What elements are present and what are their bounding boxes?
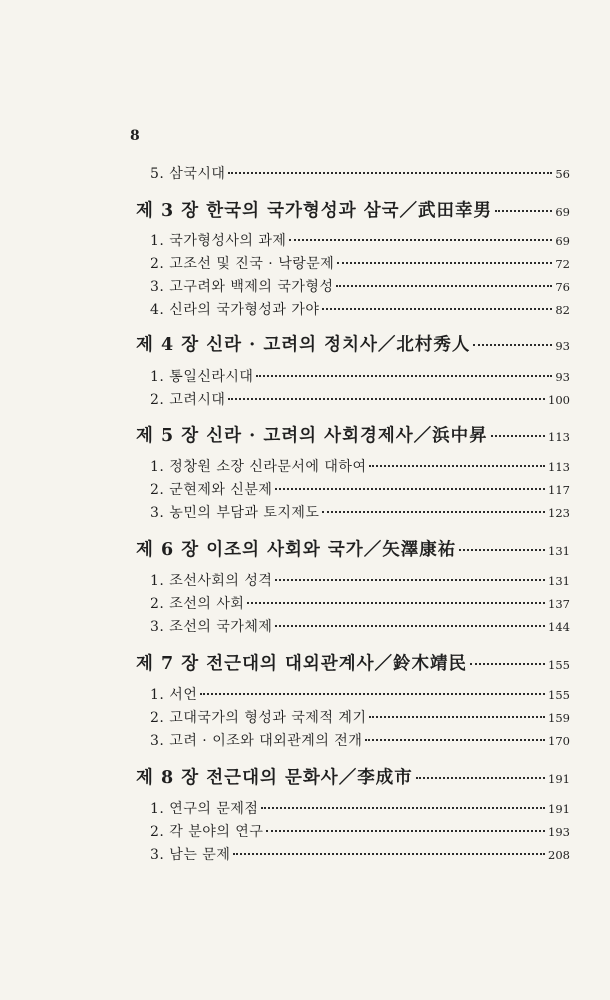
toc-entry-title: 1. 통일신라시대 (150, 369, 254, 385)
dot-leader (459, 549, 545, 551)
toc-entry-page: 82 (555, 303, 570, 317)
dot-leader (473, 344, 552, 346)
toc-chapter-entry (136, 197, 570, 222)
dot-leader (470, 663, 545, 665)
toc-section-entry (150, 163, 570, 183)
dot-leader (275, 488, 545, 490)
dot-leader (289, 239, 552, 241)
toc-entry-page: 144 (548, 620, 570, 634)
toc-entry-page: 76 (555, 280, 570, 294)
toc-section-entry (150, 684, 570, 704)
toc-entry-title: 3. 조선의 국가체제 (150, 619, 273, 635)
dot-leader (369, 465, 545, 467)
dot-leader (416, 777, 545, 779)
toc-entry-page: 93 (555, 339, 570, 353)
toc-chapter-entry (136, 422, 570, 447)
toc-section-entry (150, 707, 570, 727)
toc-section-entry (150, 502, 570, 522)
toc-entry-title: 3. 남는 문제 (150, 847, 231, 863)
toc-entry-page: 113 (548, 430, 570, 444)
toc-entry-page: 93 (555, 370, 570, 384)
toc-section-entry (150, 299, 570, 319)
dot-leader (275, 625, 545, 627)
toc-entry-page: 117 (548, 483, 570, 497)
toc-section-entry (150, 276, 570, 296)
toc-entry-title: 2. 고대국가의 형성과 국제적 계기 (150, 710, 367, 726)
toc-entry-title: 제 6 장 이조의 사회와 국가／矢澤康祐 (136, 540, 457, 560)
toc-section-entry (150, 253, 570, 273)
toc-chapter-entry (136, 331, 570, 356)
dot-leader (200, 693, 545, 695)
dot-leader (275, 579, 545, 581)
toc-entry-page: 193 (548, 825, 570, 839)
toc-entry-page: 155 (548, 658, 570, 672)
toc-chapter-entry (136, 764, 570, 789)
toc-entry-title: 제 7 장 전근대의 대외관계사／鈴木靖民 (136, 654, 468, 674)
dot-leader (337, 262, 552, 264)
toc-entry-title: 1. 서언 (150, 687, 198, 703)
dot-leader (365, 739, 545, 741)
toc-section-entry (150, 844, 570, 864)
toc-entry-page: 131 (548, 544, 570, 558)
dot-leader (228, 172, 552, 174)
toc-entry-page: 170 (548, 734, 570, 748)
toc-section-entry (150, 230, 570, 250)
dot-leader (247, 602, 545, 604)
toc-section-entry (150, 593, 570, 613)
toc-section-entry (150, 479, 570, 499)
toc-entry-page: 131 (548, 574, 570, 588)
toc-entry-page: 69 (555, 234, 570, 248)
toc-section-entry (150, 730, 570, 750)
toc-chapter-entry (136, 650, 570, 675)
dot-leader (233, 853, 545, 855)
dot-leader (322, 511, 545, 513)
dot-leader (322, 308, 552, 310)
toc-entry-title: 3. 고구려와 백제의 국가형성 (150, 279, 334, 295)
toc-entry-title: 제 8 장 전근대의 문화사／李成市 (136, 768, 413, 788)
dot-leader (491, 435, 545, 437)
toc-section-entry (150, 389, 570, 409)
toc-section-entry (150, 616, 570, 636)
toc-entry-title: 1. 국가형성사의 과제 (150, 233, 287, 249)
toc-entry-title: 2. 군현제와 신분제 (150, 482, 273, 498)
toc-entry-title: 제 4 장 신라 · 고려의 정치사／北村秀人 (136, 335, 471, 355)
toc-entry-title: 1. 연구의 문제점 (150, 801, 259, 817)
dot-leader (369, 716, 545, 718)
toc-entry-title: 1. 정창원 소장 신라문서에 대하여 (150, 459, 367, 475)
toc-section-entry (150, 821, 570, 841)
toc-entry-page: 137 (548, 597, 570, 611)
toc-entry-title: 3. 고려 · 이조와 대외관계의 전개 (150, 733, 363, 749)
toc-entry-page: 155 (548, 688, 570, 702)
toc-section-entry (150, 798, 570, 818)
toc-entry-title: 2. 고려시대 (150, 392, 226, 408)
dot-leader (261, 807, 545, 809)
toc-entry-title: 4. 신라의 국가형성과 가야 (150, 302, 320, 318)
toc-entry-page: 100 (548, 393, 570, 407)
dot-leader (495, 210, 552, 212)
toc-entry-page: 123 (548, 506, 570, 520)
toc-entry-title: 제 5 장 신라 · 고려의 사회경제사／浜中昇 (136, 426, 488, 446)
toc-entry-title: 1. 조선사회의 성격 (150, 573, 273, 589)
dot-leader (266, 830, 545, 832)
dot-leader (256, 375, 552, 377)
toc-entry-page: 113 (548, 460, 570, 474)
dot-leader (336, 285, 552, 287)
toc-entry-title: 제 3 장 한국의 국가형성과 삼국／武田幸男 (136, 201, 492, 221)
toc-entry-page: 191 (548, 802, 570, 816)
toc-entry-title: 5. 삼국시대 (150, 166, 226, 182)
toc-entry-page: 208 (548, 848, 570, 862)
toc-entry-title: 2. 조선의 사회 (150, 596, 245, 612)
toc-entry-title: 2. 각 분야의 연구 (150, 824, 264, 840)
toc-chapter-entry (136, 536, 570, 561)
toc-entry-page: 72 (555, 257, 570, 271)
toc-entry-page: 69 (555, 205, 570, 219)
toc-entry-title: 3. 농민의 부담과 토지제도 (150, 505, 320, 521)
toc-section-entry (150, 366, 570, 386)
toc-entry-page: 56 (555, 167, 570, 181)
page-number: 8 (130, 128, 140, 144)
dot-leader (228, 398, 545, 400)
toc-section-entry (150, 456, 570, 476)
toc-entry-page: 191 (548, 772, 570, 786)
toc-entry-page: 159 (548, 711, 570, 725)
toc-entry-title: 2. 고조선 및 진국 · 낙랑문제 (150, 256, 335, 272)
toc-section-entry (150, 570, 570, 590)
